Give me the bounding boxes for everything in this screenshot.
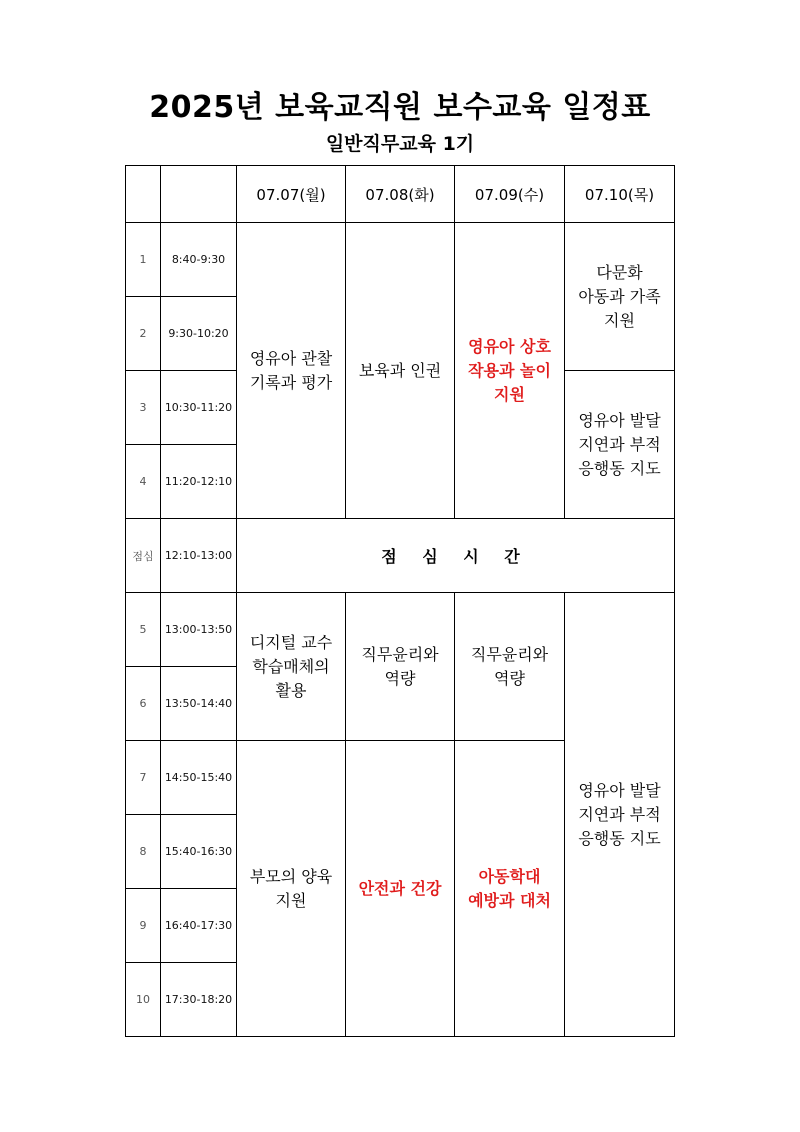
page-title: 2025년 보육교직원 보수교육 일정표 bbox=[149, 90, 651, 125]
header-period-cell bbox=[126, 166, 161, 223]
day-header-thu: 07.10(목) bbox=[565, 166, 675, 223]
day-header-mon: 07.07(월) bbox=[237, 166, 346, 223]
period-time: 16:40-17:30 bbox=[161, 889, 237, 963]
period-time: 14:50-15:40 bbox=[161, 741, 237, 815]
period-number: 9 bbox=[126, 889, 161, 963]
period-number: 4 bbox=[126, 445, 161, 519]
period-time: 8:40-9:30 bbox=[161, 223, 237, 297]
period-time: 11:20-12:10 bbox=[161, 445, 237, 519]
header-time-cell bbox=[161, 166, 237, 223]
period-time: 15:40-16:30 bbox=[161, 815, 237, 889]
session-thu-am2: 영유아 발달 지연과 부적 응행동 지도 bbox=[565, 371, 675, 519]
period-number: 1 bbox=[126, 223, 161, 297]
session-thu-pm: 영유아 발달 지연과 부적 응행동 지도 bbox=[565, 593, 675, 1037]
session-thu-am1: 다문화 아동과 가족 지원 bbox=[565, 223, 675, 371]
page-subtitle: 일반직무교육 1기 bbox=[325, 133, 475, 155]
session-wed-am: 영유아 상호 작용과 놀이 지원 bbox=[455, 223, 565, 519]
period-time: 10:30-11:20 bbox=[161, 371, 237, 445]
period-time: 13:00-13:50 bbox=[161, 593, 237, 667]
period-time: 13:50-14:40 bbox=[161, 667, 237, 741]
session-mon-pm2: 부모의 양육 지원 bbox=[237, 741, 346, 1037]
day-header-wed: 07.09(수) bbox=[455, 166, 565, 223]
period-number: 5 bbox=[126, 593, 161, 667]
session-tue-pm1: 직무윤리와 역량 bbox=[346, 593, 455, 741]
period-number: 2 bbox=[126, 297, 161, 371]
period-time: 12:10-13:00 bbox=[161, 519, 237, 593]
session-tue-pm2: 안전과 건강 bbox=[346, 741, 455, 1037]
lunch-label: 점 심 시 간 bbox=[237, 519, 675, 593]
period-number: 7 bbox=[126, 741, 161, 815]
session-wed-pm2: 아동학대 예방과 대처 bbox=[455, 741, 565, 1037]
lunch-row bbox=[126, 519, 675, 593]
period-number: 3 bbox=[126, 371, 161, 445]
period-time: 9:30-10:20 bbox=[161, 297, 237, 371]
session-mon-am: 영유아 관찰 기록과 평가 bbox=[237, 223, 346, 519]
session-wed-pm1: 직무윤리와 역량 bbox=[455, 593, 565, 741]
table-row bbox=[126, 223, 675, 297]
period-number: 6 bbox=[126, 667, 161, 741]
header-row bbox=[126, 166, 675, 223]
period-number: 8 bbox=[126, 815, 161, 889]
day-header-tue: 07.08(화) bbox=[346, 166, 455, 223]
period-time: 17:30-18:20 bbox=[161, 963, 237, 1037]
period-number: 점심 bbox=[126, 519, 161, 593]
table-row bbox=[126, 593, 675, 667]
period-number: 10 bbox=[126, 963, 161, 1037]
schedule-table bbox=[125, 165, 675, 1037]
session-tue-am: 보육과 인권 bbox=[346, 223, 455, 519]
session-mon-pm1: 디지털 교수 학습매체의 활용 bbox=[237, 593, 346, 741]
